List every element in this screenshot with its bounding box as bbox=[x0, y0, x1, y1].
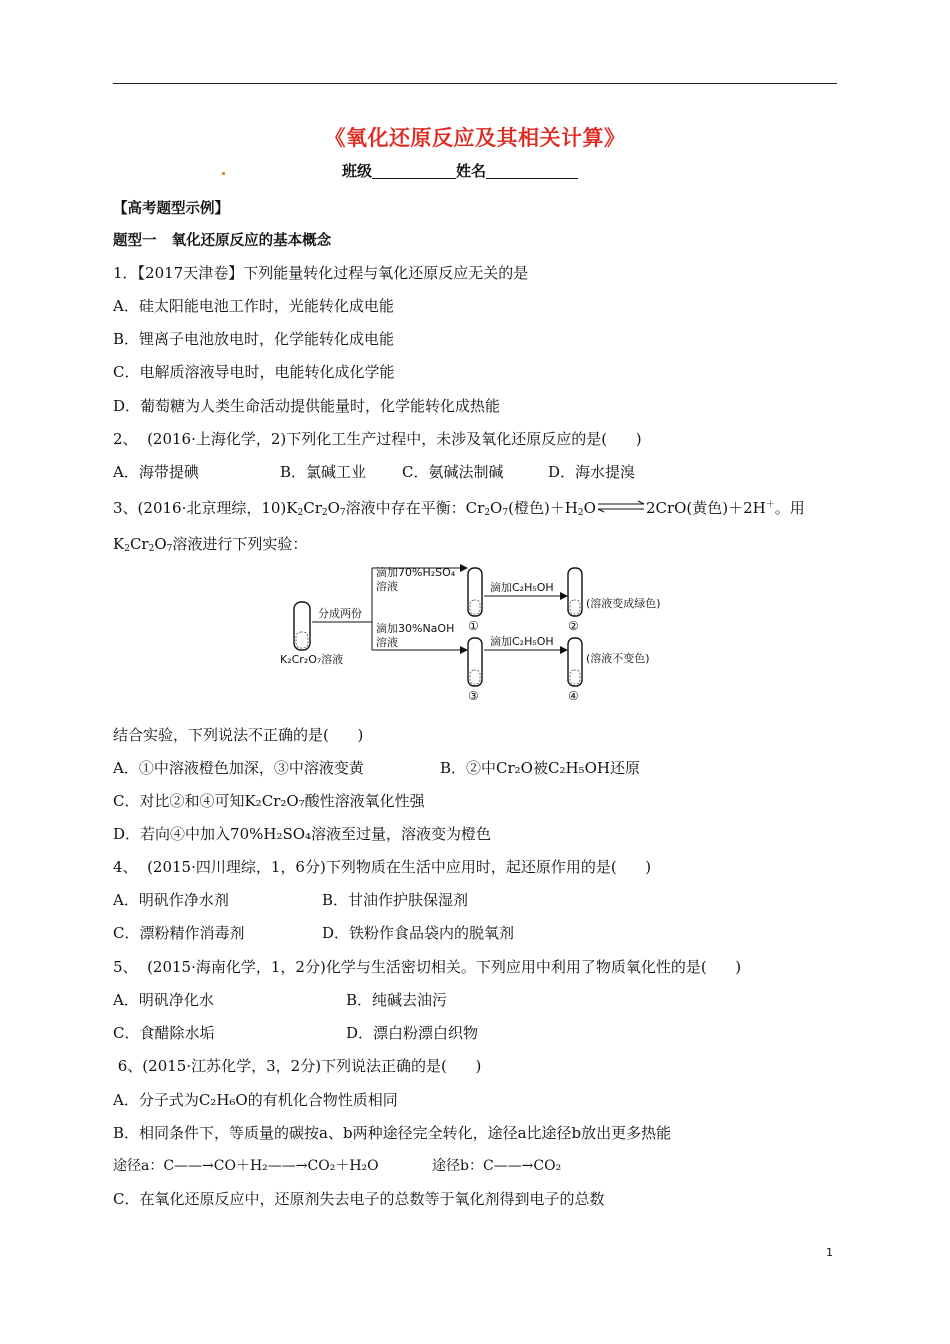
stray-mark bbox=[222, 172, 225, 175]
split-label: 分成两份 bbox=[318, 607, 362, 620]
q3-option-d: D．若向④中加入70%H₂SO₄溶液至过量，溶液变为橙色 bbox=[113, 825, 492, 843]
q5-stem: 5、 (2015·海南化学，1，2分)化学与生活密切相关。下列应用中利用了物质氧化性的是( ) bbox=[113, 958, 742, 976]
q5-option-a: A．明矾净化水 bbox=[113, 991, 214, 1009]
q6-option-c: C．在氧化还原反应中，还原剂失去电子的总数等于氧化剂得到电子的总数 bbox=[113, 1190, 605, 1208]
q4-stem: 4、 (2015·四川理综，1，6分)下列物质在生活中应用时，起还原作用的是( ) bbox=[113, 858, 652, 876]
experiment-diagram bbox=[280, 560, 700, 705]
section-heading: 【高考题型示例】 bbox=[113, 201, 229, 217]
page-title: 《氧化还原反应及其相关计算》 bbox=[324, 126, 626, 150]
q2-option-c: C．氨碱法制碱 bbox=[402, 463, 504, 481]
q5-option-c: C．食醋除水垢 bbox=[113, 1024, 215, 1042]
q3-option-a: A．①中溶液橙色加深，③中溶液变黄 bbox=[113, 759, 364, 777]
q4-option-b: B．甘油作护肤保湿剂 bbox=[322, 891, 469, 909]
acid-label-2: 溶液 bbox=[376, 580, 398, 593]
q6-path-b: 途径b：C——→CO₂ bbox=[432, 1158, 562, 1174]
q2-option-a: A．海带提碘 bbox=[113, 463, 199, 481]
q1-option-b: B．锂离子电池放电时，化学能转化成电能 bbox=[113, 330, 395, 348]
q3-option-b: B．②中Cr₂O被C₂H₅OH还原 bbox=[440, 759, 640, 777]
q4-option-a: A．明矾作净水剂 bbox=[113, 891, 229, 909]
q2-stem: 2、 (2016·上海化学，2)下列化工生产过程中，未涉及氧化还原反应的是( ) bbox=[113, 430, 642, 448]
q4-option-c: C．漂粉精作消毒剂 bbox=[113, 924, 245, 942]
header-rule bbox=[113, 83, 837, 84]
q1-stem: 1．【2017天津卷】下列能量转化过程与氧化还原反应无关的是 bbox=[113, 264, 529, 282]
q2-option-d: D．海水提溴 bbox=[548, 463, 636, 481]
source-test-tube-icon bbox=[294, 602, 310, 650]
test-tube-3-icon bbox=[468, 638, 482, 686]
source-label: K₂Cr₂O₇溶液 bbox=[280, 653, 344, 666]
ethanol-label-top: 滴加C₂H₅OH bbox=[490, 581, 554, 594]
tube-3-label: ③ bbox=[468, 689, 479, 703]
base-label-1: 滴加30%NaOH bbox=[376, 622, 455, 635]
tube-2-label: ② bbox=[568, 619, 579, 633]
q6-stem: 6、(2015·江苏化学，3，2分)下列说法正确的是( ) bbox=[113, 1057, 482, 1075]
test-tube-1-icon bbox=[468, 568, 482, 616]
tube-4-label: ④ bbox=[568, 689, 579, 703]
result-top: (溶液变成绿色) bbox=[586, 597, 661, 610]
name-blank bbox=[486, 163, 578, 179]
q5-option-b: B．纯碱去油污 bbox=[346, 991, 448, 1009]
q5-option-d: D．漂白粉漂白织物 bbox=[346, 1024, 479, 1042]
test-tube-4-icon bbox=[568, 638, 582, 686]
acid-label-1: 滴加70%H₂SO₄ bbox=[376, 566, 456, 579]
name-label: 姓名 bbox=[456, 162, 487, 180]
ethanol-label-bottom: 滴加C₂H₅OH bbox=[490, 635, 554, 648]
base-label-2: 溶液 bbox=[376, 636, 398, 649]
q1-option-c: C．电解质溶液导电时，电能转化成化学能 bbox=[113, 363, 395, 381]
q1-option-d: D．葡萄糖为人类生命活动提供能量时，化学能转化成热能 bbox=[113, 397, 501, 415]
q3-stem: 3、(2016·北京理综，$10)K_2Cr_2O_7$溶液中存在平衡：$Cr_2O_7$(橙色)$+H_2O$ 2CrO(黄色)＋2H＋。用 bbox=[113, 499, 805, 518]
result-bottom: (溶液不变色) bbox=[586, 652, 650, 665]
q6-option-b: B．相同条件下，等质量的碳按a、b两种途径完全转化，途径a比途径b放出更多热能 bbox=[113, 1124, 672, 1142]
class-label: 班级 bbox=[342, 162, 373, 180]
q4-option-d: D．铁粉作食品袋内的脱氧剂 bbox=[322, 924, 515, 942]
q1-option-a: A．硅太阳能电池工作时，光能转化成电能 bbox=[113, 297, 394, 315]
class-name-line bbox=[342, 160, 578, 181]
class-blank bbox=[372, 163, 456, 179]
page-number: 1 bbox=[826, 1246, 833, 1259]
q3-stem-line2: $K_2Cr_2O_7$溶液进行下列实验： bbox=[113, 535, 308, 554]
tube-1-label: ① bbox=[468, 619, 479, 633]
question-type-heading: 题型一 氧化还原反应的基本概念 bbox=[113, 233, 332, 249]
q6-option-a: A．分子式为C₂H₆O的有机化合物性质相同 bbox=[113, 1091, 398, 1109]
test-tube-2-icon bbox=[568, 568, 582, 616]
equilibrium-arrow-icon bbox=[596, 499, 646, 513]
q2-option-b: B．氯碱工业 bbox=[280, 463, 367, 481]
q6-path-a: 途径a：C——→CO＋H₂——→CO₂＋H₂O bbox=[113, 1158, 379, 1174]
q3-after: 结合实验，下列说法不正确的是( ) bbox=[113, 726, 364, 744]
q3-option-c: C．对比②和④可知K₂Cr₂O₇酸性溶液氧化性强 bbox=[113, 792, 425, 810]
